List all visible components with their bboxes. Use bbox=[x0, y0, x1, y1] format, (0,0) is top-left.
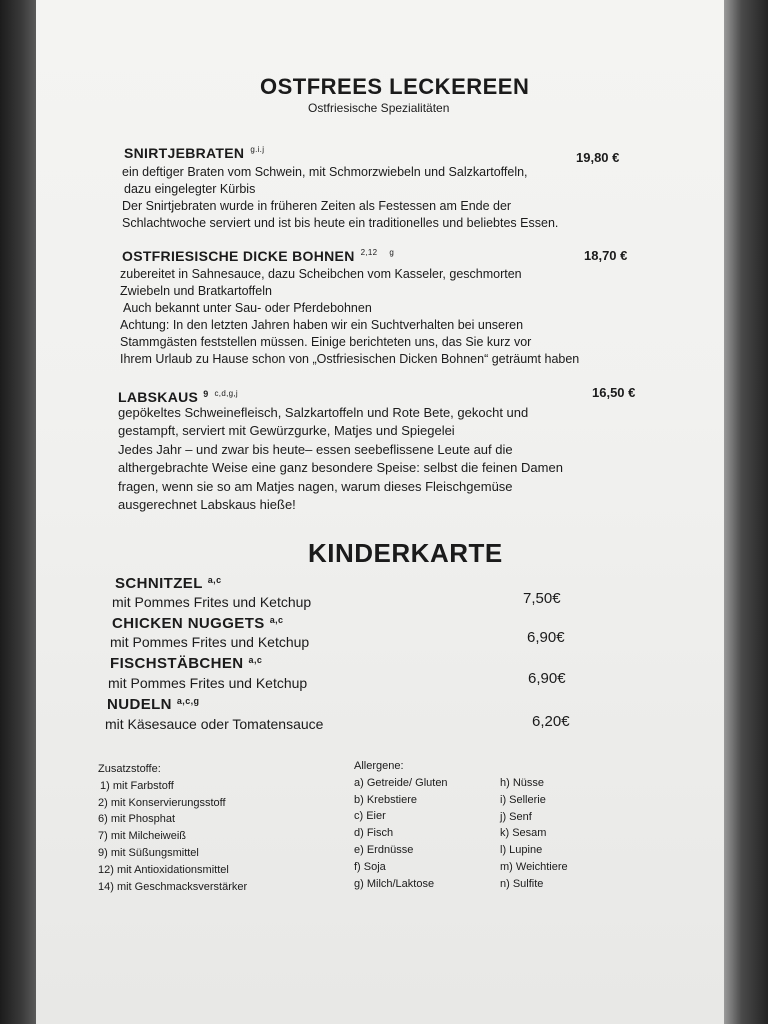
dish-name-dicke-bohnen bbox=[122, 248, 394, 264]
page-subtitle: Ostfriesische Spezialitäten bbox=[308, 101, 450, 115]
additive-item: 7) mit Milcheiweiß bbox=[98, 830, 187, 843]
dish-description bbox=[122, 164, 558, 232]
additive-item: 2) mit Konservierungsstoff bbox=[98, 796, 226, 809]
kids-menu-title: KINDERKARTE bbox=[308, 538, 503, 568]
dish-name-text: SNIRTJEBRATEN bbox=[124, 145, 245, 161]
description-line: ein deftiger Braten vom Schwein, mit Schmorzwiebeln und Salzkartoffeln, bbox=[122, 165, 528, 179]
kids-item-description: mit Käsesauce oder Tomatensauce bbox=[105, 716, 324, 732]
allergen-item: h) Nüsse bbox=[500, 777, 545, 789]
allergen-codes: a,c bbox=[269, 615, 284, 625]
allergen-codes: g bbox=[389, 248, 395, 257]
kids-item-description: mit Pommes Frites und Ketchup bbox=[108, 675, 308, 691]
description-line: Ihrem Urlaub zu Hause schon von „Ostfriesischen Dicken Bohnen“ geträumt haben bbox=[120, 352, 580, 366]
allergen-codes: c,d,g,j bbox=[214, 389, 238, 398]
allergens-legend-col2 bbox=[500, 775, 568, 893]
description-line: Der Snirtjebraten wurde in früheren Zeiten als Festessen am Ende der bbox=[122, 199, 512, 213]
additive-codes: 9 bbox=[203, 389, 209, 399]
description-line: gestampft, serviert mit Gewürzgurke, Matjes und Spiegelei bbox=[118, 423, 455, 439]
kids-item-name-text: NUDELN bbox=[107, 696, 172, 713]
allergen-codes: a,c bbox=[248, 655, 263, 665]
additives-title: Zusatzstoffe: bbox=[98, 763, 161, 775]
allergen-item: l) Lupine bbox=[500, 844, 543, 857]
allergen-item: g) Milch/Laktose bbox=[354, 877, 435, 890]
dish-price: 18,70 € bbox=[584, 248, 628, 263]
allergen-item: i) Sellerie bbox=[500, 793, 546, 806]
dish-description bbox=[120, 266, 579, 368]
allergen-item: j) Senf bbox=[500, 810, 532, 823]
description-line: Achtung: In den letzten Jahren haben wir ein Suchtverhalten bei unseren bbox=[120, 318, 524, 332]
allergen-codes: a,c bbox=[207, 575, 222, 585]
allergen-item: a) Getreide/ Gluten bbox=[354, 776, 448, 789]
additive-item: 12) mit Antioxidationsmittel bbox=[98, 863, 229, 876]
dish-name-labskaus bbox=[118, 389, 238, 405]
allergen-item: e) Erdnüsse bbox=[354, 843, 414, 856]
kids-item-name-text: SCHNITZEL bbox=[115, 575, 203, 592]
additive-item: 14) mit Geschmacksverstärker bbox=[98, 880, 248, 893]
kids-item-name-text: FISCHSTÄBCHEN bbox=[110, 655, 244, 672]
kids-item-price: 6,90€ bbox=[528, 670, 566, 687]
kids-item-price: 6,20€ bbox=[532, 713, 570, 730]
kids-item-name bbox=[115, 575, 221, 592]
additive-item: 9) mit Süßungsmittel bbox=[98, 846, 199, 859]
additives-legend bbox=[98, 761, 247, 895]
description-line: althergebrachte Weise eine ganz besondere Speise: selbst die feinen Damen bbox=[118, 460, 563, 476]
allergen-item: k) Sesam bbox=[500, 827, 547, 840]
dish-name-text: OSTFRIESISCHE DICKE BOHNEN bbox=[122, 248, 355, 264]
kids-item-name bbox=[107, 696, 199, 713]
additive-item: 6) mit Phosphat bbox=[98, 813, 176, 826]
menu-folder-edge-right bbox=[724, 0, 768, 1024]
allergen-codes: a,c,g bbox=[176, 696, 200, 706]
description-line: Jedes Jahr – und zwar bis heute– essen seebeflissene Leute auf die bbox=[118, 441, 513, 457]
dish-name-snirtjebraten bbox=[124, 145, 264, 161]
allergens-legend bbox=[354, 758, 448, 892]
allergen-item: m) Weichtiere bbox=[500, 860, 568, 873]
allergen-item: n) Sulfite bbox=[500, 877, 544, 890]
allergen-item: d) Fisch bbox=[354, 827, 394, 840]
kids-item-description: mit Pommes Frites und Ketchup bbox=[112, 594, 312, 610]
allergens-title: Allergene: bbox=[354, 760, 404, 772]
description-line: ausgerechnet Labskaus hieße! bbox=[118, 497, 296, 513]
allergen-item: f) Soja bbox=[354, 860, 386, 873]
allergen-item: c) Eier bbox=[354, 810, 386, 823]
dish-price: 16,50 € bbox=[592, 385, 636, 400]
description-line: Auch bekannt unter Sau- oder Pferdebohnen bbox=[123, 301, 372, 315]
kids-item-description: mit Pommes Frites und Ketchup bbox=[110, 634, 310, 650]
dish-description bbox=[118, 404, 563, 514]
description-line: Stammgästen feststellen müssen. Einige berichteten uns, das Sie kurz vor bbox=[120, 335, 532, 349]
menu-folder-edge-left bbox=[0, 0, 36, 1024]
additive-codes: 2,12 bbox=[360, 248, 378, 257]
description-line: Schlachtwoche serviert und ist bis heute ein traditionelles und beliebtes Essen. bbox=[122, 216, 559, 230]
description-line: fragen, wenn sie so am Matjes nagen, warum dieses Fleischgemüse bbox=[118, 478, 513, 494]
description-line: dazu eingelegter Kürbis bbox=[124, 182, 256, 196]
additive-item: 1) mit Farbstoff bbox=[100, 779, 174, 792]
dish-name-text: LABSKAUS bbox=[118, 389, 199, 405]
kids-item-name bbox=[110, 655, 262, 672]
allergen-codes: g.i.j bbox=[250, 145, 265, 154]
menu-page bbox=[36, 0, 724, 1024]
dish-price: 19,80 € bbox=[576, 150, 620, 165]
allergen-item: b) Krebstiere bbox=[354, 793, 417, 806]
description-line: gepökeltes Schweinefleisch, Salzkartoffeln und Rote Bete, gekocht und bbox=[118, 405, 529, 420]
description-line: zubereitet in Sahnesauce, dazu Scheibchen vom Kasseler, geschmorten bbox=[120, 267, 522, 281]
kids-item-name-text: CHICKEN NUGGETS bbox=[112, 615, 265, 632]
kids-item-name bbox=[112, 615, 283, 632]
kids-item-price: 6,90€ bbox=[527, 629, 565, 646]
description-line: Zwiebeln und Bratkartoffeln bbox=[120, 284, 272, 298]
page-title: OSTFREES LECKEREEN bbox=[260, 74, 530, 99]
kids-item-price: 7,50€ bbox=[523, 590, 561, 607]
